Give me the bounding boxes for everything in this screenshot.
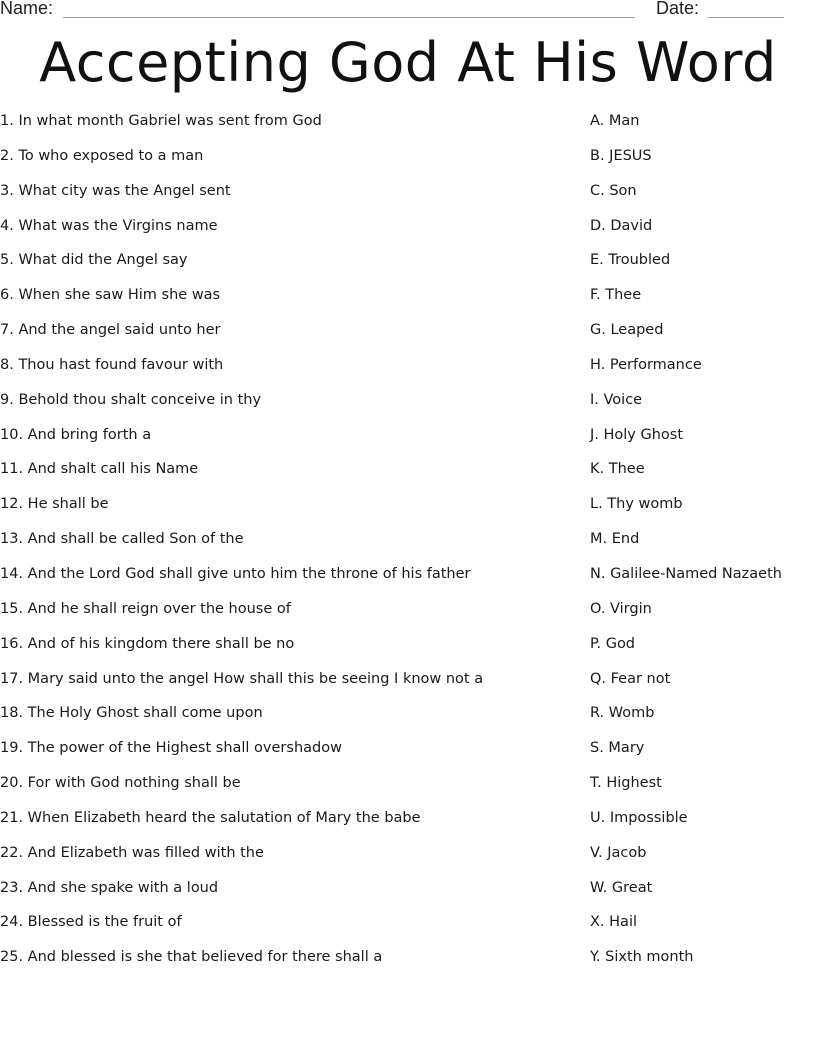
answer-item: Y. Sixth month	[590, 949, 694, 966]
answer-item: N. Galilee-Named Nazaeth	[590, 565, 782, 582]
question-item: 24. Blessed is the fruit of	[0, 914, 182, 931]
worksheet-header	[0, 0, 816, 22]
answer-item: D. David	[590, 217, 653, 234]
question-item: 11. And shalt call his Name	[0, 461, 199, 478]
answer-item: J. Holy Ghost	[590, 426, 684, 443]
answer-item: X. Hail	[590, 914, 637, 931]
answer-item: C. Son	[590, 182, 637, 199]
answer-item: I. Voice	[590, 391, 643, 408]
answer-item: V. Jacob	[590, 844, 647, 861]
answer-item: P. God	[590, 635, 636, 652]
name-line	[63, 17, 635, 18]
question-item: 2. To who exposed to a man	[0, 147, 204, 164]
name-label: Name:	[0, 0, 54, 18]
question-item: 15. And he shall reign over the house of	[0, 600, 291, 617]
question-list	[0, 111, 560, 982]
answer-item: O. Virgin	[590, 600, 652, 617]
answer-item: M. End	[590, 531, 640, 548]
question-item: 16. And of his kingdom there shall be no	[0, 635, 295, 652]
question-item: 8. Thou hast found favour with	[0, 356, 224, 373]
answer-item: L. Thy womb	[590, 496, 683, 513]
answer-item: U. Impossible	[590, 809, 688, 826]
question-item: 22. And Elizabeth was filled with the	[0, 844, 264, 861]
answer-item: R. Womb	[590, 705, 655, 722]
question-item: 5. What did the Angel say	[0, 252, 188, 269]
question-item: 10. And bring forth a	[0, 426, 152, 443]
question-item: 7. And the angel said unto her	[0, 322, 221, 339]
answer-item: F. Thee	[590, 287, 642, 304]
answer-item: W. Great	[590, 879, 653, 896]
question-item: 17. Mary said unto the angel How shall this be seeing I know not a	[0, 670, 484, 687]
answer-item: E. Troubled	[590, 252, 671, 269]
answer-item: K. Thee	[590, 461, 645, 478]
answer-item: Q. Fear not	[590, 670, 671, 687]
question-item: 13. And shall be called Son of the	[0, 531, 244, 548]
answer-item: G. Leaped	[590, 322, 664, 339]
question-item: 9. Behold thou shalt conceive in thy	[0, 391, 262, 408]
question-item: 1. In what month Gabriel was sent from God	[0, 113, 322, 129]
answer-item: A. Man	[590, 113, 640, 129]
date-label: Date:	[656, 0, 700, 18]
answer-item: S. Mary	[590, 740, 645, 757]
answer-item: T. Highest	[590, 775, 662, 792]
question-item: 14. And the Lord God shall give unto him the throne of his father	[0, 565, 471, 582]
answer-item: H. Performance	[590, 356, 702, 373]
question-item: 19. The power of the Highest shall overshadow	[0, 740, 342, 757]
question-item: 3. What city was the Angel sent	[0, 182, 231, 199]
question-item: 23. And she spake with a loud	[0, 879, 219, 896]
question-item: 4. What was the Virgins name	[0, 217, 218, 234]
question-item: 25. And blessed is she that believed for there shall a	[0, 949, 383, 966]
date-line	[708, 17, 784, 18]
question-item: 18. The Holy Ghost shall come upon	[0, 705, 263, 722]
question-item: 6. When she saw Him she was	[0, 287, 221, 304]
answer-item: B. JESUS	[590, 147, 652, 164]
worksheet-title: Accepting God At His Word	[39, 31, 777, 94]
question-item: 12. He shall be	[0, 496, 109, 513]
question-item: 21. When Elizabeth heard the salutation of Mary the babe	[0, 809, 421, 826]
answer-list	[590, 111, 816, 982]
question-item: 20. For with God nothing shall be	[0, 775, 241, 792]
